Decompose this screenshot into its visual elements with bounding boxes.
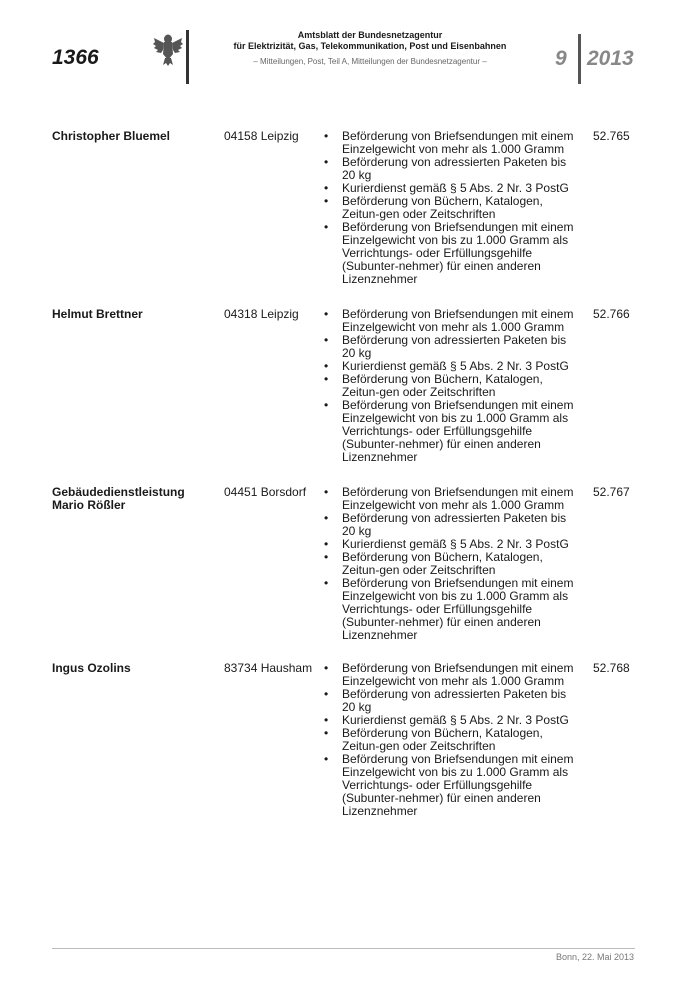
header-title-line2: für Elektrizität, Gas, Telekommunikation, Post und Eisenbahnen (233, 41, 507, 51)
entry-number: 52.765 (593, 129, 630, 143)
service-item: • Beförderung von adressierten Paketen bis 20 kg (324, 155, 567, 182)
bullet-icon: • (324, 155, 329, 169)
header-title-block (200, 30, 540, 66)
service-item: • Beförderung von adressierten Paketen bis 20 kg (324, 511, 567, 538)
bullet-icon: • (324, 129, 329, 143)
service-item: • Beförderung von Briefsendungen mit einem Einzelgewicht von mehr als 1.000 Gramm (324, 661, 574, 688)
service-item: • Kurierdienst gemäß § 5 Abs. 2 Nr. 3 PostG (324, 359, 569, 373)
entry-number: 52.766 (593, 307, 630, 321)
page-number: 1366 (52, 46, 99, 69)
entry-location: 83734 Hausham (224, 661, 313, 675)
federal-eagle-icon (152, 32, 184, 66)
service-item: • Beförderung von Büchern, Katalogen, Zeitun-gen oder Zeitschriften (324, 194, 543, 221)
bullet-icon: • (324, 333, 329, 347)
footer-date: Bonn, 22. Mai 2013 (555, 952, 634, 962)
footer-divider (52, 948, 635, 949)
issue-year: 2013 (587, 47, 634, 70)
entry-services (324, 662, 579, 818)
bullet-icon: • (324, 687, 329, 701)
service-item: • Beförderung von Briefsendungen mit einem Einzelgewicht von bis zu 1.000 Gramm als Verrichtungs- oder Erfüllungsgehilfe (Subunter-nehmer) für einen anderen Lizenznehmer (324, 576, 574, 642)
bullet-icon: • (324, 752, 329, 766)
service-item: • Beförderung von Briefsendungen mit einem Einzelgewicht von bis zu 1.000 Gramm als Verrichtungs- oder Erfüllungsgehilfe (Subunter-nehmer) für einen anderen Lizenznehmer (324, 752, 574, 818)
service-item: • Kurierdienst gemäß § 5 Abs. 2 Nr. 3 PostG (324, 713, 569, 727)
bullet-icon: • (324, 713, 329, 727)
entry-number: 52.768 (593, 661, 630, 675)
service-item: • Beförderung von Briefsendungen mit einem Einzelgewicht von bis zu 1.000 Gramm als Verrichtungs- oder Erfüllungsgehilfe (Subunter-nehmer) für einen anderen Lizenznehmer (324, 398, 574, 464)
entry-services (324, 486, 579, 642)
entry-name: Gebäudedienstleistung Mario Rößler (52, 485, 185, 512)
bullet-icon: • (324, 372, 329, 386)
service-item: • Kurierdienst gemäß § 5 Abs. 2 Nr. 3 PostG (324, 181, 569, 195)
service-item: • Beförderung von Briefsendungen mit einem Einzelgewicht von mehr als 1.000 Gramm (324, 307, 574, 334)
service-item: • Beförderung von adressierten Paketen bis 20 kg (324, 687, 567, 714)
bullet-icon: • (324, 550, 329, 564)
entry-services (324, 308, 579, 464)
service-item: • Beförderung von Büchern, Katalogen, Zeitun-gen oder Zeitschriften (324, 550, 543, 577)
bullet-icon: • (324, 661, 329, 675)
entry-number: 52.767 (593, 485, 630, 499)
entry-name: Helmut Brettner (52, 307, 143, 321)
header-title-line1: Amtsblatt der Bundesnetzagentur (297, 30, 443, 40)
bullet-icon: • (324, 511, 329, 525)
bullet-icon: • (324, 485, 329, 499)
header-divider (186, 30, 189, 84)
entry-location: 04451 Borsdorf (224, 485, 307, 499)
bullet-icon: • (324, 726, 329, 740)
service-item: • Beförderung von Büchern, Katalogen, Zeitun-gen oder Zeitschriften (324, 372, 543, 399)
bullet-icon: • (324, 307, 329, 321)
entry-name: Christopher Bluemel (52, 129, 171, 143)
service-item: • Beförderung von adressierten Paketen bis 20 kg (324, 333, 567, 360)
entry-services (324, 130, 579, 286)
bullet-icon: • (324, 576, 329, 590)
bullet-icon: • (324, 194, 329, 208)
bullet-icon: • (324, 359, 329, 373)
entry-name: Ingus Ozolins (52, 661, 131, 675)
bullet-icon: • (324, 398, 329, 412)
bullet-icon: • (324, 181, 329, 195)
header-subtitle: – Mitteilungen, Post, Teil A, Mitteilungen der Bundesnetzagentur – (253, 57, 487, 66)
service-item: • Beförderung von Briefsendungen mit einem Einzelgewicht von mehr als 1.000 Gramm (324, 485, 574, 512)
service-item: • Beförderung von Briefsendungen mit einem Einzelgewicht von bis zu 1.000 Gramm als Verrichtungs- oder Erfüllungsgehilfe (Subunter-nehmer) für einen anderen Lizenznehmer (324, 220, 574, 286)
service-item: • Beförderung von Briefsendungen mit einem Einzelgewicht von mehr als 1.000 Gramm (324, 129, 574, 156)
bullet-icon: • (324, 220, 329, 234)
service-item: • Beförderung von Büchern, Katalogen, Zeitun-gen oder Zeitschriften (324, 726, 543, 753)
entry-location: 04318 Leipzig (224, 307, 299, 321)
issue-divider (578, 34, 581, 84)
issue-number: 9 (555, 47, 567, 70)
entry-location: 04158 Leipzig (224, 129, 299, 143)
service-item: • Kurierdienst gemäß § 5 Abs. 2 Nr. 3 PostG (324, 537, 569, 551)
bullet-icon: • (324, 537, 329, 551)
